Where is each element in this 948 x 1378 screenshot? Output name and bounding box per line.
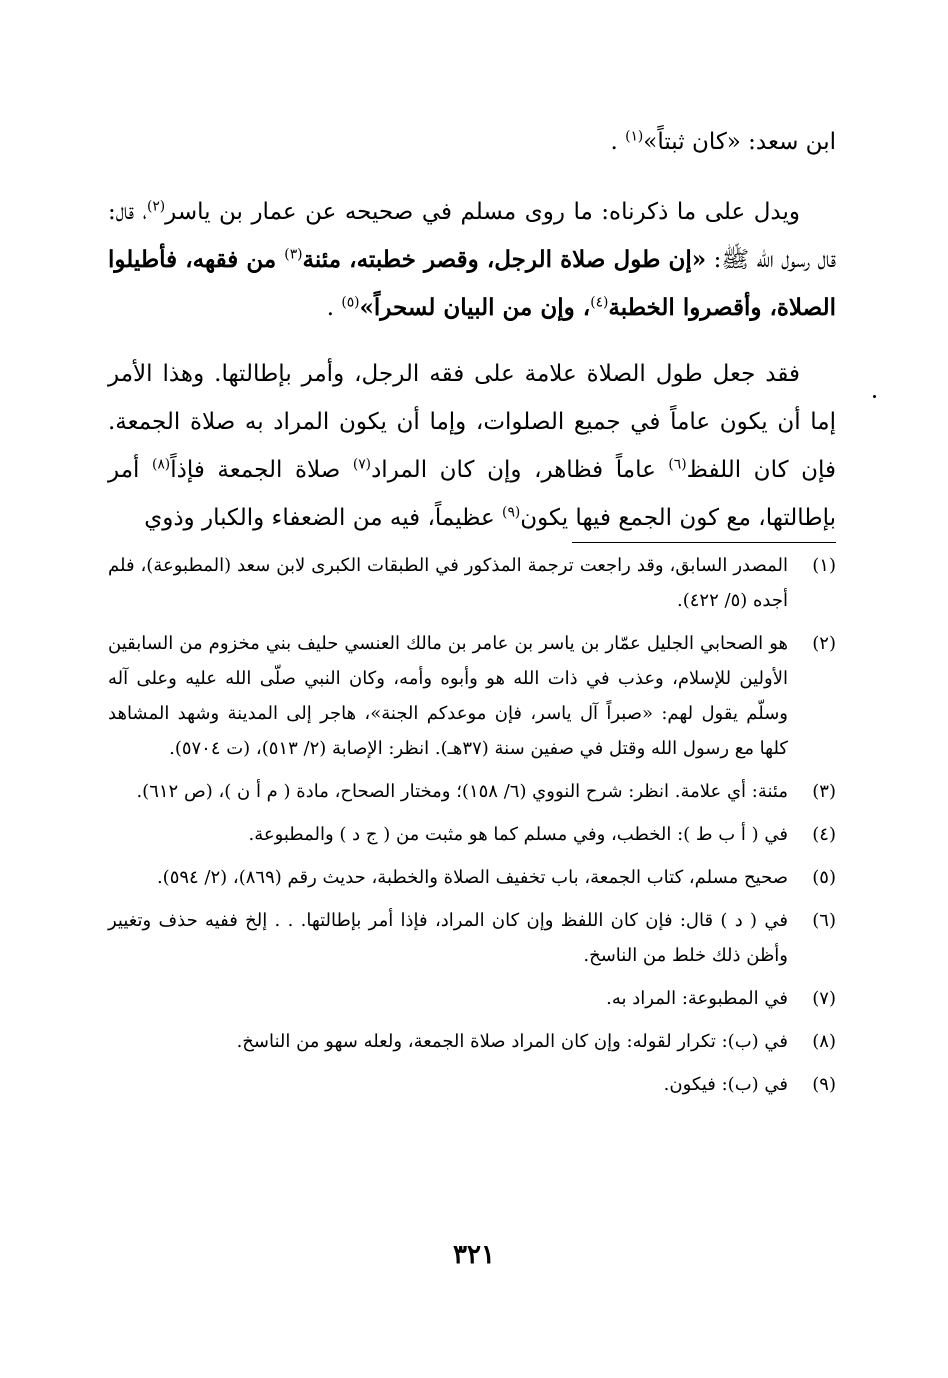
paragraph-2 [108, 188, 836, 332]
paragraph-2-text-b: ، قال: قال رسول الله ﷺ: [108, 199, 836, 273]
footnote-number: (٩) [812, 1074, 836, 1095]
page-number: ٣٢١ [453, 1240, 495, 1270]
footnote-number: (٨) [812, 1031, 836, 1052]
paragraph-2-text-a: ويدل على ما ذكرناه: ما روى مسلم في صحيحه عن عمار بن ياسر [165, 199, 800, 225]
footnote-ref-2[interactable]: (٢) [146, 198, 166, 215]
footnote-number: (٢) [812, 633, 836, 654]
footnote-ref-1[interactable]: (١) [625, 128, 644, 145]
footnote-number: (٣) [812, 781, 836, 802]
footnote-number: (٦) [812, 910, 836, 931]
paragraph-1-end: . [610, 129, 618, 155]
paragraph-3-text-a: فقد جعل طول الصلاة علامة على فقه الرجل، وأمر بإطالتها. وهذا الأمر إما أن يكون عاماً في جميع الصلوات، وإما أن يكون المراد به صلاة الجمعة. فإن كان اللفظ [108, 361, 836, 483]
footnote-9 [108, 1067, 836, 1102]
footnote-2 [108, 626, 836, 766]
margin-dot [873, 395, 876, 398]
paragraph-1-text: ابن سعد: «كان ثبتاً» [643, 129, 836, 155]
footnote-3 [108, 774, 836, 809]
footnotes [108, 548, 836, 1102]
footnote-text: مئنة: أي علامة. انظر: شرح النووي (٦/ ١٥٨)؛ ومختار الصحاح، مادة ( م أ ن )، (ص ٦١٢). [136, 781, 788, 802]
footnote-text: صحيح مسلم، كتاب الجمعة، باب تخفيف الصلاة والخطبة، حديث رقم (٨٦٩)، (٢/ ٥٩٤). [156, 867, 788, 888]
paragraph-3-text-e: عظيماً، فيه من الضعفاء والكبار وذوي [144, 505, 503, 531]
hadith-quote-b: من فقهه، فأطيلوا الصلاة، وأقصروا الخطبة [108, 246, 836, 321]
footnote-8 [108, 1024, 836, 1059]
footnote-number: (٤) [812, 824, 836, 845]
footnote-4 [108, 817, 836, 852]
footnote-1 [108, 548, 836, 618]
footnote-5 [108, 860, 836, 895]
footnote-ref-7[interactable]: (٧) [352, 456, 372, 473]
footnote-ref-8[interactable]: (٨) [151, 456, 171, 473]
footnote-ref-5[interactable]: (٥) [341, 294, 360, 311]
footnote-text: في (ب): فيكون. [663, 1074, 788, 1095]
footnote-separator [572, 542, 836, 543]
footnote-ref-6[interactable]: (٦) [668, 456, 687, 473]
paragraph-3-text-d: أمر بإطالتها، مع كون الجمع فيها يكون [108, 457, 836, 531]
footnote-number: (٥) [812, 867, 836, 888]
hadith-quote-c: ، وإن من البيان لسحراً» [359, 294, 591, 321]
footnote-ref-3[interactable]: (٣) [284, 246, 303, 263]
footnote-text: المصدر السابق، وقد راجعت ترجمة المذكور في الطبقات الكبرى لابن سعد (المطبوعة)، فلم أجده (٥/ ٤٢٢). [108, 555, 788, 611]
footnote-text: هو الصحابي الجليل عمّار بن ياسر بن عامر بن مالك العنسي حليف بني مخزوم من السابقين الأولين للإسلام، وعذب في ذات الله هو وأبوه وأمه، وكان النبي صلّى الله عليه وعلى آله وسلّم يقول لهم: «صبراً آل ياسر، فإن موعدكم الجنة»، هاجر إلى المدينة وشهد المشاهد كلها مع رسول الله وقتل في صفين سنة (٣٧هـ). انظر: الإصابة (٢/ ٥١٣)، (ت ٥٧٠٤). [108, 633, 788, 759]
footnote-number: (٧) [812, 988, 836, 1009]
paragraph-3 [108, 350, 836, 542]
main-text [108, 118, 836, 542]
paragraph-3-text-c: صلاة الجمعة فإذاً [170, 457, 353, 483]
footnote-7 [108, 981, 836, 1016]
footnote-text: في ( د ) قال: فإن كان اللفظ وإن كان المراد، فإذا أمر بإطالتها. . . إلخ ففيه حذف وتغيير وأظن ذلك خلط من الناسخ. [108, 910, 788, 966]
footnote-ref-4[interactable]: (٤) [590, 294, 609, 311]
paragraph-1 [108, 118, 836, 166]
footnote-text: في المطبوعة: المراد به. [606, 988, 788, 1009]
paragraph-3-text-b: عاماً فظاهر، وإن كان المراد [371, 457, 669, 483]
footnote-number: (١) [812, 555, 836, 576]
paragraph-2-end: . [326, 295, 335, 321]
footnote-text: في (ب): تكرار لقوله: وإن كان المراد صلاة الجمعة، ولعله سهو من الناسخ. [236, 1031, 788, 1052]
footnote-6 [108, 903, 836, 973]
footnote-text: في ( أ ب ط ): الخطب، وفي مسلم كما هو مثبت من ( ج د ) والمطبوعة. [248, 824, 788, 845]
footnote-ref-9[interactable]: (٩) [502, 504, 521, 521]
hadith-quote-a: «إن طول صلاة الرجل، وقصر خطبته، مئنة [302, 246, 707, 273]
